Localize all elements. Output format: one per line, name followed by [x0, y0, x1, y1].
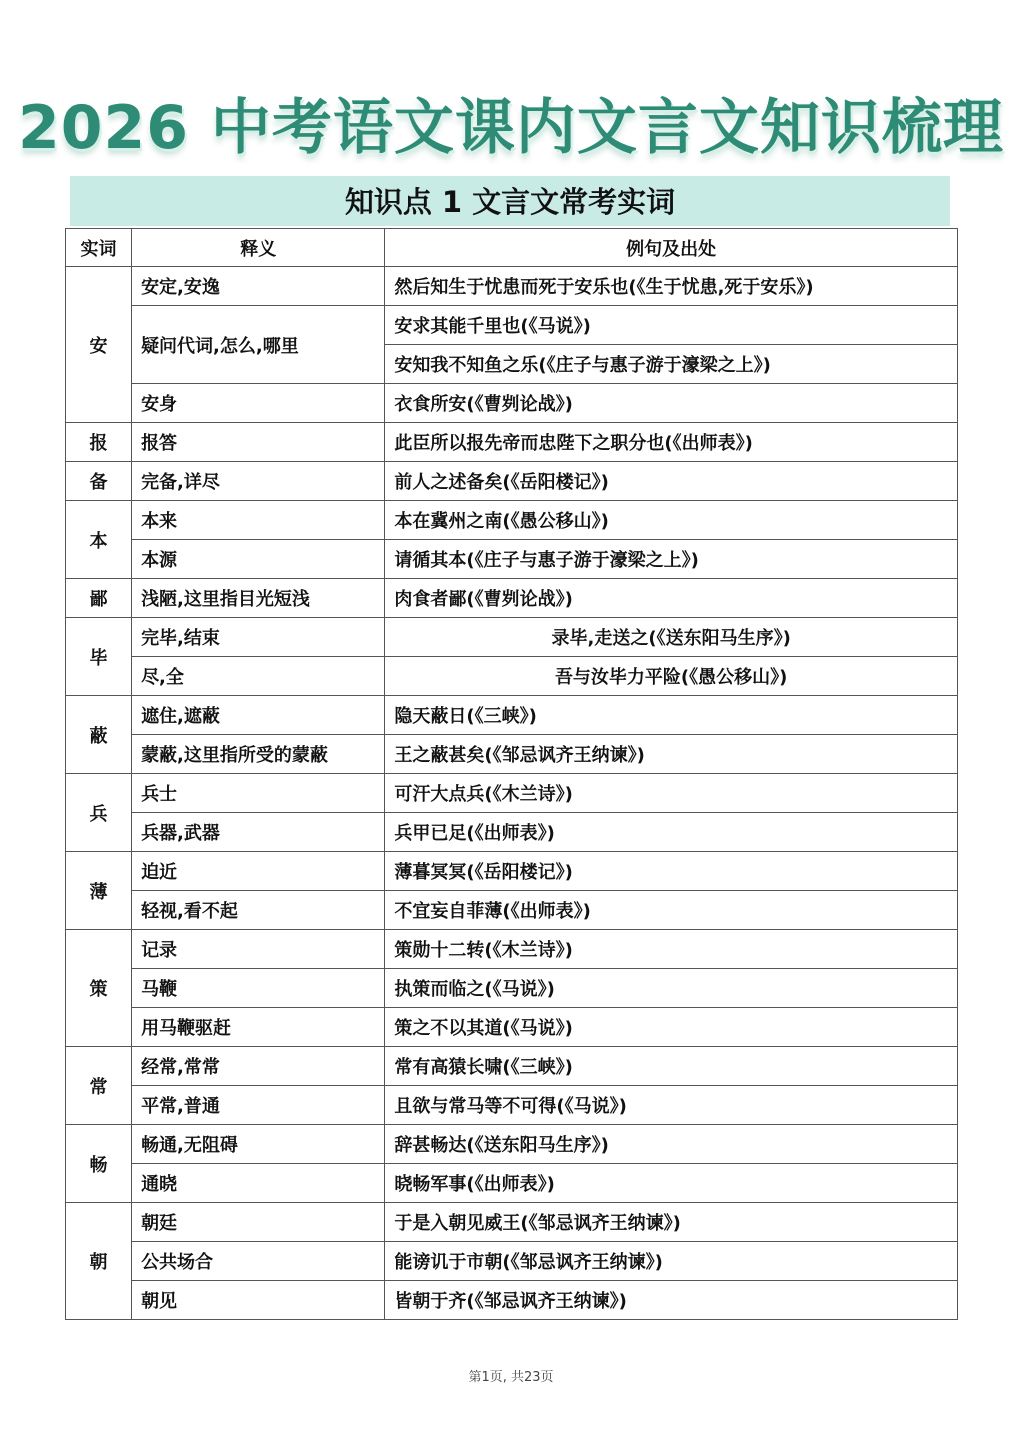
table-row — [66, 813, 958, 852]
page-number: 第1页, 共23页 — [468, 1370, 554, 1385]
table-row — [66, 306, 958, 345]
table-row — [66, 1242, 958, 1281]
example-cell: 皆朝于齐(《邹忌讽齐王纳谏》) — [385, 1281, 958, 1320]
meaning-cell: 浅陋,这里指目光短浅 — [132, 579, 385, 618]
example-cell: 请循其本(《庄子与惠子游于濠梁之上》) — [385, 540, 958, 579]
meaning-cell: 报答 — [132, 423, 385, 462]
example-cell: 录毕,走送之(《送东阳马生序》) — [385, 618, 958, 657]
meaning-cell: 完备,详尽 — [132, 462, 385, 501]
meaning-cell: 公共场合 — [132, 1242, 385, 1281]
meaning-cell: 遮住,遮蔽 — [132, 696, 385, 735]
meaning-cell: 朝廷 — [132, 1203, 385, 1242]
table-row — [66, 462, 958, 501]
table-row — [66, 735, 958, 774]
word-cell: 报 — [66, 423, 132, 462]
table-row — [66, 618, 958, 657]
example-cell: 前人之述备矣(《岳阳楼记》) — [385, 462, 958, 501]
word-cell: 薄 — [66, 852, 132, 930]
table-row — [66, 852, 958, 891]
table-row — [66, 969, 958, 1008]
example-cell: 然后知生于忧患而死于安乐也(《生于忧患,死于安乐》) — [385, 267, 958, 306]
table-row — [66, 579, 958, 618]
vocabulary-table — [65, 228, 958, 1320]
meaning-cell: 迫近 — [132, 852, 385, 891]
meaning-cell: 轻视,看不起 — [132, 891, 385, 930]
table-row — [66, 1281, 958, 1320]
meaning-cell: 用马鞭驱赶 — [132, 1008, 385, 1047]
table-row — [66, 1164, 958, 1203]
example-cell: 此臣所以报先帝而忠陛下之职分也(《出师表》) — [385, 423, 958, 462]
meaning-cell: 本来 — [132, 501, 385, 540]
table-row — [66, 1125, 958, 1164]
meaning-cell: 兵士 — [132, 774, 385, 813]
word-cell: 鄙 — [66, 579, 132, 618]
table-row — [66, 501, 958, 540]
word-cell: 畅 — [66, 1125, 132, 1203]
example-cell: 肉食者鄙(《曹刿论战》) — [385, 579, 958, 618]
table-row — [66, 384, 958, 423]
table-row — [66, 423, 958, 462]
meaning-cell: 尽,全 — [132, 657, 385, 696]
word-cell: 安 — [66, 267, 132, 423]
example-cell: 且欲与常马等不可得(《马说》) — [385, 1086, 958, 1125]
meaning-cell: 畅通,无阻碍 — [132, 1125, 385, 1164]
example-cell: 隐天蔽日(《三峡》) — [385, 696, 958, 735]
example-cell: 薄暮冥冥(《岳阳楼记》) — [385, 852, 958, 891]
meaning-cell: 通晓 — [132, 1164, 385, 1203]
meaning-cell: 安定,安逸 — [132, 267, 385, 306]
example-cell: 可汗大点兵(《木兰诗》) — [385, 774, 958, 813]
example-cell: 本在冀州之南(《愚公移山》) — [385, 501, 958, 540]
word-cell: 常 — [66, 1047, 132, 1125]
table-header-row — [66, 229, 958, 267]
word-cell: 本 — [66, 501, 132, 579]
page-title: 2026 中考语文课内文言文知识梳理 — [18, 93, 1004, 163]
example-cell: 能谤讥于市朝(《邹忌讽齐王纳谏》) — [385, 1242, 958, 1281]
table-row — [66, 774, 958, 813]
meaning-cell: 经常,常常 — [132, 1047, 385, 1086]
word-cell: 毕 — [66, 618, 132, 696]
section-heading: 知识点 1 文言文常考实词 — [70, 176, 950, 226]
example-cell: 安求其能千里也(《马说》) — [385, 306, 958, 345]
example-cell: 兵甲已足(《出师表》) — [385, 813, 958, 852]
example-cell: 常有高猿长啸(《三峡》) — [385, 1047, 958, 1086]
example-cell: 策勋十二转(《木兰诗》) — [385, 930, 958, 969]
column-header-word: 实词 — [66, 229, 132, 267]
example-cell: 执策而临之(《马说》) — [385, 969, 958, 1008]
meaning-cell: 记录 — [132, 930, 385, 969]
meaning-cell: 兵器,武器 — [132, 813, 385, 852]
example-cell: 衣食所安(《曹刿论战》) — [385, 384, 958, 423]
meaning-cell: 疑问代词,怎么,哪里 — [132, 306, 385, 384]
meaning-cell: 安身 — [132, 384, 385, 423]
example-cell: 不宜妄自菲薄(《出师表》) — [385, 891, 958, 930]
table-row — [66, 1086, 958, 1125]
example-cell: 王之蔽甚矣(《邹忌讽齐王纳谏》) — [385, 735, 958, 774]
example-cell: 吾与汝毕力平险(《愚公移山》) — [385, 657, 958, 696]
table-row — [66, 657, 958, 696]
example-cell: 于是入朝见威王(《邹忌讽齐王纳谏》) — [385, 1203, 958, 1242]
meaning-cell: 平常,普通 — [132, 1086, 385, 1125]
word-cell: 蔽 — [66, 696, 132, 774]
meaning-cell: 本源 — [132, 540, 385, 579]
column-header-example: 例句及出处 — [385, 229, 958, 267]
example-cell: 安知我不知鱼之乐(《庄子与惠子游于濠梁之上》) — [385, 345, 958, 384]
meaning-cell: 马鞭 — [132, 969, 385, 1008]
word-cell: 兵 — [66, 774, 132, 852]
meaning-cell: 朝见 — [132, 1281, 385, 1320]
example-cell: 策之不以其道(《马说》) — [385, 1008, 958, 1047]
table-row — [66, 696, 958, 735]
table-row — [66, 540, 958, 579]
word-cell: 策 — [66, 930, 132, 1047]
example-cell: 晓畅军事(《出师表》) — [385, 1164, 958, 1203]
column-header-meaning: 释义 — [132, 229, 385, 267]
table-row — [66, 267, 958, 306]
table-row — [66, 930, 958, 969]
meaning-cell: 完毕,结束 — [132, 618, 385, 657]
example-cell: 辞甚畅达(《送东阳马生序》) — [385, 1125, 958, 1164]
word-cell: 朝 — [66, 1203, 132, 1320]
table-row — [66, 1008, 958, 1047]
table-row — [66, 1047, 958, 1086]
table-row — [66, 1203, 958, 1242]
table-row — [66, 891, 958, 930]
meaning-cell: 蒙蔽,这里指所受的蒙蔽 — [132, 735, 385, 774]
word-cell: 备 — [66, 462, 132, 501]
